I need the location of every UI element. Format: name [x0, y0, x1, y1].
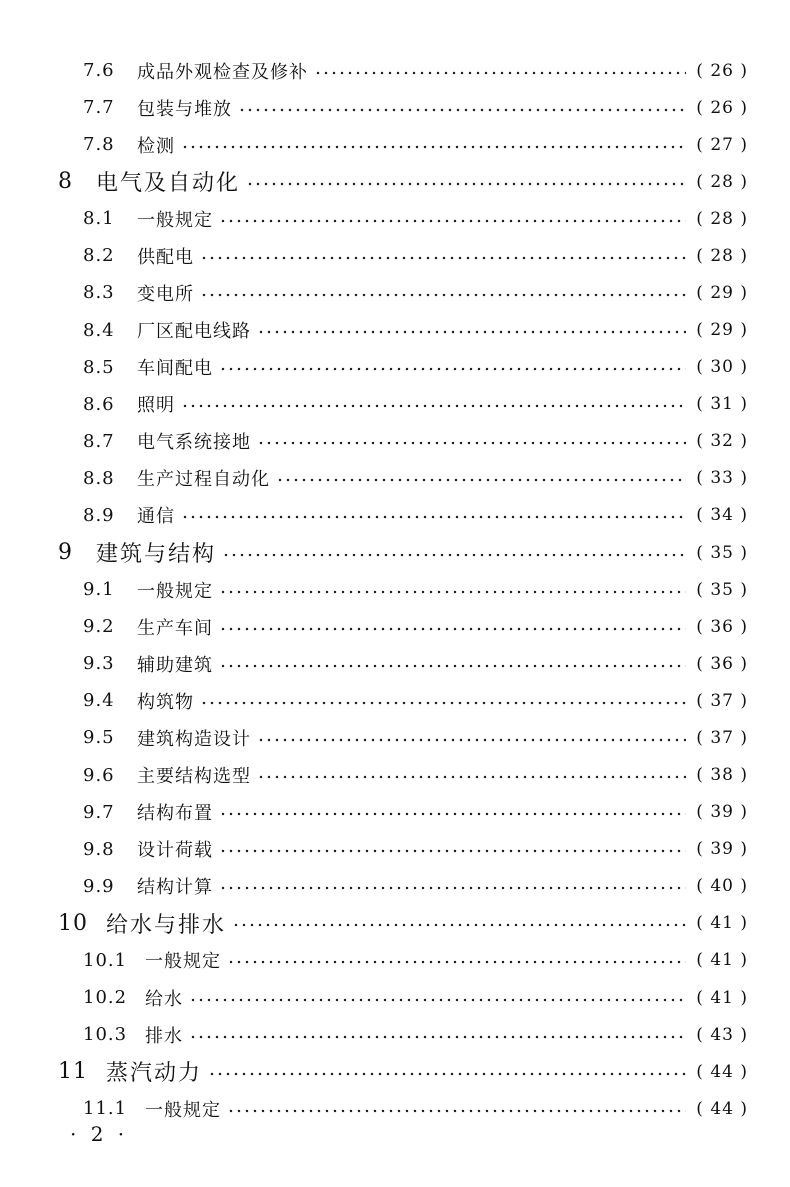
dot-leader	[219, 367, 686, 371]
toc-entry-number: 11.1	[83, 1098, 128, 1120]
toc-entry-number: 8.7	[83, 430, 115, 452]
toc-page-number: ( 37 )	[696, 727, 748, 748]
toc-page-number: ( 31 )	[696, 394, 748, 415]
toc-page-number: ( 35 )	[696, 542, 748, 563]
toc-section-row[interactable]	[0, 237, 748, 274]
toc-entry-title: 电气及自动化	[96, 171, 241, 197]
toc-section-row[interactable]	[0, 386, 748, 423]
toc-section-row[interactable]	[0, 682, 748, 719]
dot-leader	[257, 775, 686, 779]
dot-leader	[219, 849, 686, 853]
toc-section-row[interactable]	[0, 868, 748, 905]
toc-page-number: ( 36 )	[696, 616, 748, 637]
toc-section-row[interactable]	[0, 571, 748, 608]
toc-entry-title: 结构布置	[137, 803, 213, 825]
toc-entry-title: 成品外观检查及修补	[137, 61, 308, 83]
toc-entry-title: 检测	[137, 135, 175, 157]
toc-entry-title: 给水	[145, 988, 183, 1010]
toc-entry-title: 厂区配电线路	[137, 321, 251, 343]
toc-section-row[interactable]	[0, 942, 748, 979]
toc-section-row[interactable]	[0, 423, 748, 460]
toc-entry-title: 构筑物	[137, 691, 194, 713]
toc-entry-number: 9	[58, 540, 73, 566]
toc-entry-number: 9.4	[83, 690, 115, 712]
dot-leader	[200, 701, 686, 705]
toc-entry-title: 供配电	[137, 246, 194, 268]
toc-entry-number: 8.4	[83, 319, 115, 341]
toc-chapter-row[interactable]	[0, 905, 748, 942]
toc-entry-title: 结构计算	[137, 877, 213, 899]
dot-leader	[219, 590, 686, 594]
page-number: · 2 ·	[70, 1122, 129, 1146]
toc-page-number: ( 44 )	[696, 1061, 748, 1082]
toc-entry-number: 9.6	[83, 764, 115, 786]
toc-page-number: ( 30 )	[696, 357, 748, 378]
toc-page-number: ( 39 )	[696, 839, 748, 860]
dot-leader	[227, 1109, 686, 1113]
toc-page-number: ( 26 )	[696, 60, 748, 81]
dot-leader	[219, 812, 686, 816]
toc-section-row[interactable]	[0, 349, 748, 386]
toc-entry-number: 8.3	[83, 282, 115, 304]
toc-section-row[interactable]	[0, 608, 748, 645]
dot-leader	[189, 998, 686, 1002]
dot-leader	[222, 553, 686, 557]
toc-section-row[interactable]	[0, 52, 748, 89]
toc-page-number: ( 26 )	[696, 97, 748, 118]
toc-entry-title: 电气系统接地	[137, 432, 251, 454]
toc-entry-title: 辅助建筑	[137, 654, 213, 676]
dot-leader	[181, 515, 686, 519]
dot-leader	[238, 108, 686, 112]
toc-section-row[interactable]	[0, 274, 748, 311]
toc-section-row[interactable]	[0, 719, 748, 756]
toc-chapter-row[interactable]	[0, 163, 748, 200]
toc-entry-number: 10.2	[83, 987, 128, 1008]
toc-entry-title: 建筑构造设计	[137, 728, 251, 750]
toc-entry-number: 10.3	[83, 1024, 128, 1046]
toc-entry-number: 8.6	[83, 393, 115, 415]
toc-entry-number: 9.9	[83, 875, 115, 897]
toc-section-row[interactable]	[0, 89, 748, 126]
toc-entry-title: 建筑与结构	[96, 542, 217, 568]
dot-leader	[314, 71, 686, 75]
toc-entry-number: 9.1	[83, 579, 115, 601]
toc-entry-title: 车间配电	[137, 358, 213, 380]
dot-leader	[257, 441, 686, 445]
toc-page-number: ( 41 )	[696, 913, 748, 934]
toc-page-number: ( 38 )	[696, 765, 748, 786]
toc-entry-title: 一般规定	[137, 580, 213, 602]
toc-entry-title: 通信	[137, 506, 175, 528]
dot-leader	[276, 478, 686, 482]
toc-page-number: ( 41 )	[696, 950, 748, 971]
dot-leader	[219, 219, 686, 223]
dot-leader	[200, 293, 686, 297]
dot-leader	[257, 738, 686, 742]
toc-entry-number: 9.2	[83, 616, 115, 638]
toc-entry-number: 8.5	[83, 356, 115, 378]
toc-page-number: ( 32 )	[696, 431, 748, 452]
toc-page-number: ( 41 )	[696, 987, 748, 1008]
toc-entry-number: 11	[58, 1059, 88, 1085]
toc-section-row[interactable]	[0, 757, 748, 794]
toc-section-row[interactable]	[0, 460, 748, 497]
toc-entry-number: 7.7	[83, 97, 115, 119]
toc-page-number: ( 29 )	[696, 320, 748, 341]
toc-page-number: ( 34 )	[696, 505, 748, 526]
dot-leader	[208, 1072, 686, 1076]
toc-chapter-row[interactable]	[0, 534, 748, 571]
dot-leader	[189, 1035, 686, 1039]
toc-entry-number: 10.1	[83, 949, 128, 971]
toc-entry-number: 9.5	[83, 727, 115, 749]
toc-entry-number: 7.6	[83, 60, 115, 81]
toc-page-number: ( 36 )	[696, 653, 748, 674]
toc-entry-title: 蒸汽动力	[106, 1061, 203, 1087]
toc-entry-number: 8.9	[83, 504, 115, 526]
dot-leader	[219, 664, 686, 668]
dot-leader	[181, 145, 686, 149]
dot-leader	[232, 923, 686, 927]
toc-entry-number: 8.1	[83, 208, 115, 230]
toc-entry-title: 生产车间	[137, 617, 213, 639]
toc-entry-title: 变电所	[137, 283, 194, 305]
toc-entry-number: 10	[58, 910, 88, 936]
toc-entry-title: 一般规定	[145, 951, 221, 973]
toc-entry-number: 9.8	[83, 838, 115, 860]
toc-page-number: ( 33 )	[696, 468, 748, 489]
toc-entry-title: 主要结构选型	[137, 766, 251, 788]
toc-section-row[interactable]	[0, 645, 748, 682]
dot-leader	[227, 960, 686, 964]
toc-entry-title: 排水	[145, 1025, 183, 1047]
toc-section-row[interactable]	[0, 831, 748, 868]
toc-page-number: ( 28 )	[696, 171, 748, 192]
toc-entry-title: 包装与堆放	[137, 98, 232, 120]
toc-entry-title: 设计荷载	[137, 840, 213, 862]
toc-chapter-row[interactable]	[0, 1053, 748, 1090]
toc-entry-title: 给水与排水	[106, 912, 227, 938]
toc-entry-title: 一般规定	[145, 1099, 221, 1121]
toc-page-number: ( 29 )	[696, 282, 748, 303]
toc-entry-number: 8.2	[83, 245, 115, 267]
toc-page-number: ( 27 )	[696, 134, 748, 155]
toc-entry-title: 照明	[137, 395, 175, 417]
toc-section-row[interactable]	[0, 1016, 748, 1053]
dot-leader	[200, 256, 686, 260]
toc-page-number: ( 28 )	[696, 245, 748, 266]
dot-leader	[181, 404, 686, 408]
dot-leader	[219, 886, 686, 890]
toc-page-number: ( 44 )	[696, 1098, 748, 1119]
toc-entry-title: 一般规定	[137, 209, 213, 231]
toc-page-number: ( 40 )	[696, 876, 748, 897]
dot-leader	[219, 627, 686, 631]
toc-section-row[interactable]	[0, 200, 748, 237]
toc-section-row[interactable]	[0, 497, 748, 534]
toc-entry-number: 8.8	[83, 467, 115, 489]
toc-page-number: ( 39 )	[696, 802, 748, 823]
toc-section-row[interactable]	[0, 979, 748, 1016]
toc-entry-number: 9.3	[83, 653, 115, 675]
dot-leader	[246, 182, 686, 186]
toc-section-row[interactable]	[0, 794, 748, 831]
dot-leader	[257, 330, 686, 334]
toc-page-number: ( 43 )	[696, 1024, 748, 1045]
toc-page-number: ( 35 )	[696, 579, 748, 600]
toc-entry-number: 9.7	[83, 801, 115, 823]
toc-entry-title: 生产过程自动化	[137, 469, 270, 491]
toc-entry-number: 7.8	[83, 134, 115, 156]
toc-entry-number: 8	[58, 169, 73, 195]
toc-page-number: ( 37 )	[696, 690, 748, 711]
toc-page-number: ( 28 )	[696, 208, 748, 229]
toc-section-row[interactable]	[0, 126, 748, 163]
toc-section-row[interactable]	[0, 312, 748, 349]
